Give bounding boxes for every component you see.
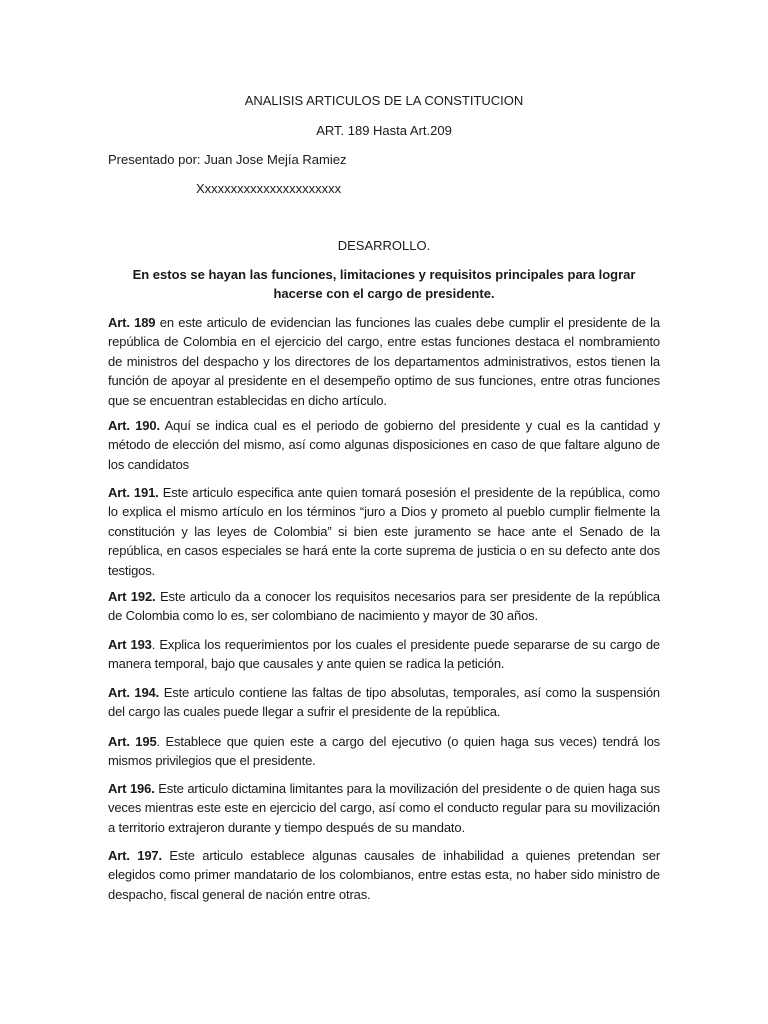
article-paragraph (108, 635, 660, 674)
article-label: Art 192. (108, 589, 156, 604)
article-label: Art. 197. (108, 848, 162, 863)
article-text: Este articulo da a conocer los requisitos necesarios para ser presidente de la república de Colombia como lo es, ser colombiano de nacimiento y mayor de 30 años. (108, 589, 660, 624)
article-paragraph (108, 683, 660, 722)
article-text: Este articulo especifica ante quien tomará posesión el presidente de la república, como lo explica el mismo artículo en los términos “juro a Dios y prometo al pueblo cumplir fielmente la constitución y las leyes de Colombia” si bien este juramento se hace ante el Senado de la república, en casos especiales se hará ente la corte suprema de justicia o en su defecto ante dos testigos. (108, 485, 660, 578)
article-label: Art. 191. (108, 485, 159, 500)
student-id-placeholder: Xxxxxxxxxxxxxxxxxxxxxx (196, 181, 342, 196)
article-text: Este articulo establece algunas causales de inhabilidad a quienes pretendan ser elegidos como primer mandatario de los colombianos, entre estas esta, no haber sido ministro de despacho, fiscal general de nación entre otras. (108, 848, 660, 902)
article-label: Art. 195 (108, 734, 157, 749)
article-paragraph (108, 483, 660, 580)
document-subtitle: ART. 189 Hasta Art.209 (316, 123, 452, 138)
article-label: Art 196. (108, 781, 155, 796)
article-paragraph (108, 846, 660, 904)
article-paragraph (108, 416, 660, 474)
article-label: Art 193 (108, 637, 152, 652)
article-text: Este articulo dictamina limitantes para la movilización del presidente o de quien haga sus veces mientras este este en ejercicio del cargo, así como el conducto regular para su movilización a territorio extrajeron durante y tiempo después de su mandato. (108, 781, 660, 835)
section-heading: DESARROLLO. (337, 238, 431, 253)
article-paragraph (108, 587, 660, 626)
article-label: Art. 189 (108, 315, 156, 330)
article-text: en este articulo de evidencian las funciones las cuales debe cumplir el presidente de la república de Colombia en el ejercicio del cargo, entre estas funciones destaca el nombramiento de ministros del despacho y los directores de los departamentos administrativos, estos tienen la función de apoyar al presidente en el desempeño optimo de sus funciones, entre otras funciones que se encuentran establecidas en dicho artículo. (108, 315, 660, 408)
article-paragraph (108, 732, 660, 771)
article-label: Art. 194. (108, 685, 160, 700)
article-text: Aquí se indica cual es el periodo de gobierno del presidente y cual es la cantidad y método de elección del mismo, así como algunas disposiciones en caso de que faltare alguno de los candidatos (108, 418, 660, 472)
article-paragraph (108, 779, 660, 837)
article-text: . Establece que quien este a cargo del ejecutivo (o quien haga sus veces) tendrá los mismos privilegios que el presidente. (108, 734, 660, 769)
article-paragraph (108, 313, 660, 410)
article-text: Este articulo contiene las faltas de tipo absolutas, temporales, así como la suspensión del cargo las cuales puede llegar a sufrir el presidente de la república. (108, 685, 660, 720)
presenter-line: Presentado por: Juan Jose Mejía Ramiez (108, 152, 347, 167)
article-label: Art. 190. (108, 418, 160, 433)
article-text: . Explica los requerimientos por los cuales el presidente puede separarse de su cargo de manera temporal, bajo que causales y ante quien se radica la petición. (108, 637, 660, 672)
lead-paragraph: En estos se hayan las funciones, limitaciones y requisitos principales para lograr hacerse con el cargo de presidente. (132, 267, 636, 301)
document-title: ANALISIS ARTICULOS DE LA CONSTITUCION (244, 93, 524, 108)
